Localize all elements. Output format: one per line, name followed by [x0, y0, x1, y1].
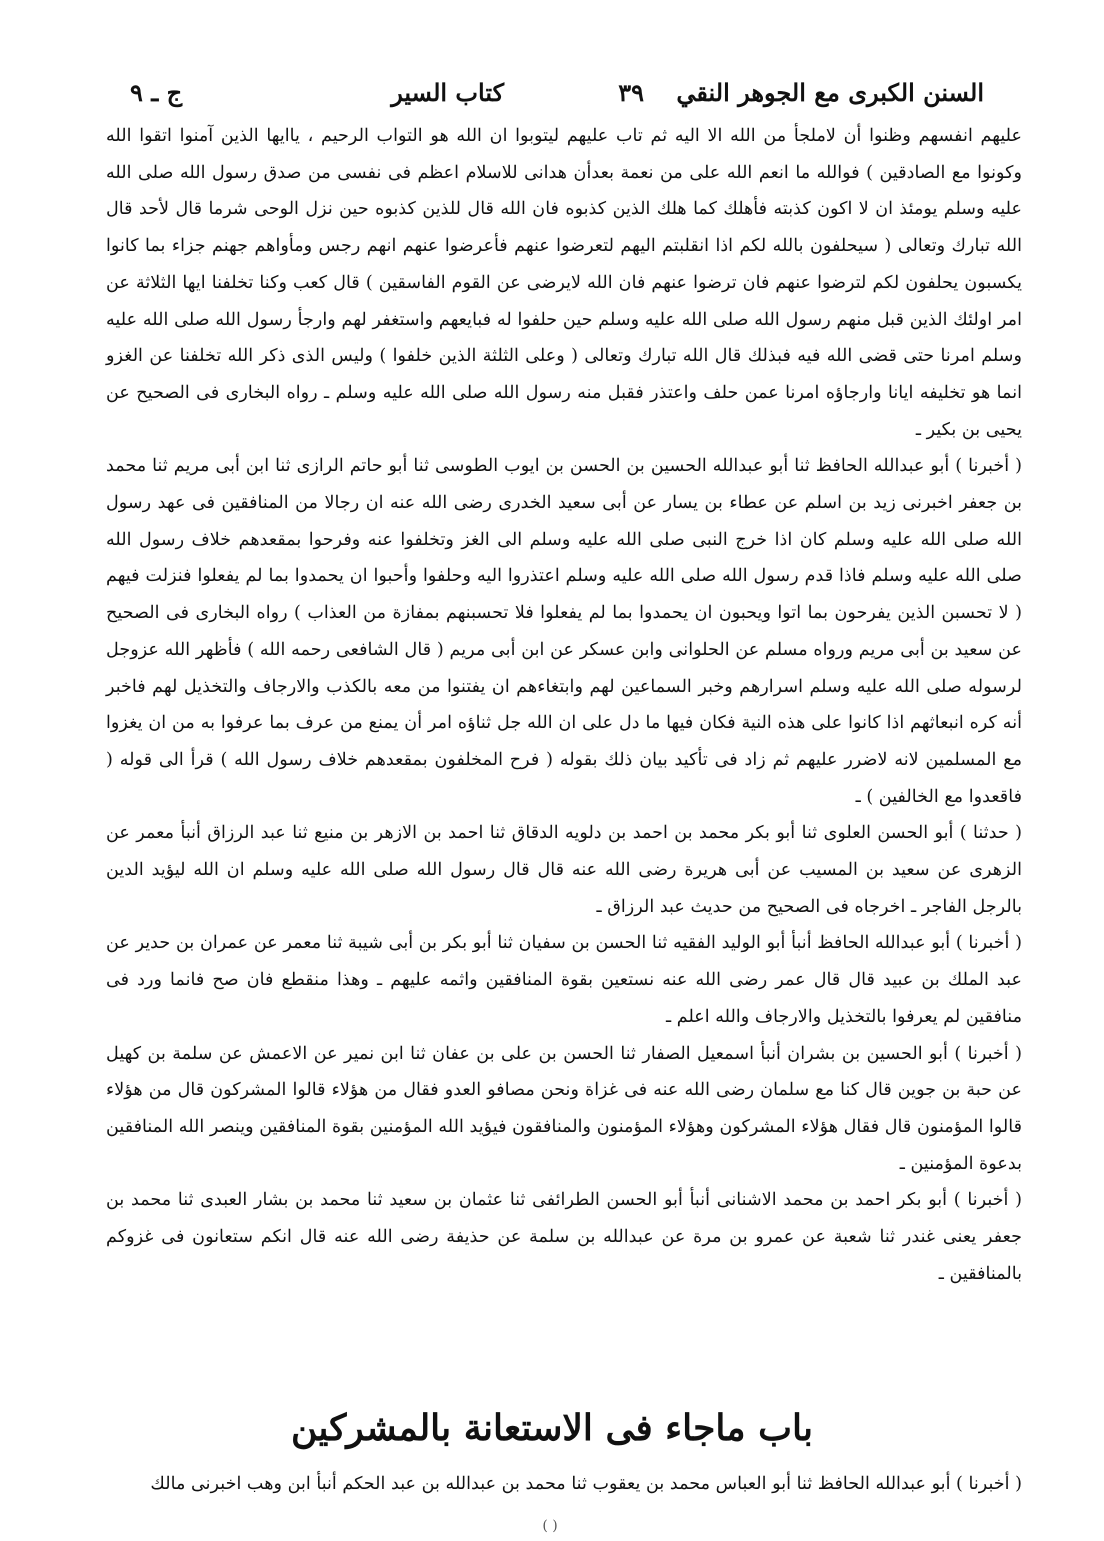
- paragraph: عليهم انفسهم وظنوا أن لاملجأ من الله الا اليه ثم تاب عليهم ليتوبوا ان الله هو التواب الرحيم ، ياايها الذين آمنوا اتقوا الله وكونوا مع الصادقين ) فوالله ما انعم الله على من نعمة بعدأن هدانى للاسلام اعظم فى نفسى من صدق رسول الله صلى الله عليه وسلم يومئذ ان لا اكون كذبته فأهلك كما هلك الذين كذبوه فان الله قال للذين كذبوه حين نزل الوحى شرما قال لأحد قال الله تبارك وتعالى ( سيحلفون بالله لكم اذا انقلبتم اليهم لتعرضوا عنهم فأعرضوا عنهم انهم رجس ومأواهم جهنم جزاء بما كانوا يكسبون يحلفون لكم لترضوا عنهم فان ترضوا عنهم فان الله لايرضى عن القوم الفاسقين ) قال كعب وكنا تخلفنا ايها الثلاثة عن امر اولئك الذين قبل منهم رسول الله صلى الله عليه وسلم حين حلفوا له فبايعهم واستغفر لهم وارجأ رسول الله صلى الله عليه وسلم امرنا حتى قضى الله فيه فبذلك قال الله تبارك وتعالى ( وعلى الثلثة الذين خلفوا ) وليس الذى ذكر الله تخلفنا عن الغزو انما هو تخليفه ايانا وارجاؤه امرنا عمن حلف واعتذر فقبل منه رسول الله صلى الله عليه وسلم ـ رواه البخارى فى الصحيح عن يحيى بن بكير ـ: [106, 126, 1022, 440]
- page-number: ٣٩: [618, 78, 644, 107]
- running-header: [130, 78, 984, 122]
- footer-mark: ( ): [542, 1518, 558, 1534]
- main-text: [106, 118, 1022, 1293]
- paragraph: ( أخبرنا ) أبو بكر احمد بن محمد الاشنانى أنبأ أبو الحسن الطرائفى ثنا عثمان بن سعيد ثنا محمد بن بشار العبدى ثنا محمد بن جعفر يعنى غندر ثنا شعبة عن عمرو بن مرة عن عبدالله بن سلمة عن حذيفة رضى الله عنه قال انكم ستعانون فى غزوكم بالمنافقين ـ: [106, 1190, 1022, 1284]
- chapter-heading: باب ماجاء فى الاستعانة بالمشركين: [291, 1407, 813, 1449]
- book-title: السنن الكبرى مع الجوهر النقي: [676, 78, 984, 107]
- paragraph: ( حدثنا ) أبو الحسن العلوى ثنا أبو بكر محمد بن احمد بن دلويه الدقاق ثنا احمد بن الازهر بن منيع ثنا عبد الرزاق أنبأ معمر عن الزهرى عن سعيد بن المسيب عن أبى هريرة رضى الله عنه قال قال رسول الله صلى الله عليه وسلم ان الله ليؤيد الدين بالرجل الفاجر ـ اخرجاه فى الصحيح من حديث عبد الرزاق ـ: [106, 823, 1022, 917]
- paragraph: ( أخبرنا ) أبو الحسين بن بشران أنبأ اسمعيل الصفار ثنا الحسن بن على بن عفان ثنا ابن نمير عن الاعمش عن سلمة بن كهيل عن حبة بن جوين قال كنا مع سلمان رضى الله عنه فى غزاة ونحن مصافو العدو فقال من هؤلاء قالوا المشركون قال من هؤلاء قالوا المؤمنون قال فقال هؤلاء المشركون وهؤلاء المؤمنون والمنافقون فيؤيد الله المؤمنين بقوة المنافقين وينصر الله المنافقين بدعوة المؤمنين ـ: [106, 1043, 1022, 1174]
- paragraph: ( أخبرنا ) أبو عبدالله الحافظ أنبأ أبو الوليد الفقيه ثنا الحسن بن سفيان ثنا أبو بكر بن أبى شيبة ثنا معمر عن عمران بن حدير عن عبد الملك بن عبيد قال قال عمر رضى الله عنه نستعين بقوة المنافقين واثمه عليهم ـ وهذا منقطع فان صح فانما ورد فى منافقين لم يعرفوا بالتخذيل والارجاف والله اعلم ـ: [106, 933, 1022, 1027]
- volume-label: ج ـ ٩: [130, 78, 183, 107]
- paragraph: ( أخبرنا ) أبو عبدالله الحافظ ثنا أبو عبدالله الحسين بن الحسن بن ايوب الطوسى ثنا أبو حاتم الرازى ثنا ابن أبى مريم ثنا محمد بن جعفر اخبرنى زيد بن اسلم عن عطاء بن يسار عن أبى سعيد الخدرى رضى الله عنه ان رجالا من المنافقين فى عهد رسول الله صلى الله عليه وسلم كان اذا خرج النبى صلى الله عليه وسلم الى الغز وتخلفوا عنه وفرحوا بمقعدهم خلاف رسول الله صلى الله عليه وسلم فاذا قدم رسول الله صلى الله عليه وسلم اعتذروا اليه وحلفوا وأحبوا ان يحمدوا بما لم يفعلوا فنزلت فيهم ( لا تحسبن الذين يفرحون بما اتوا ويحبون ان يحمدوا بما لم يفعلوا فلا تحسبنهم بمفازة من العذاب ) رواه البخارى فى الصحيح عن سعيد بن أبى مريم ورواه مسلم عن الحلوانى وابن عسكر عن ابن أبى مريم ( قال الشافعى رحمه الله ) فأظهر الله عزوجل لرسوله صلى الله عليه وسلم اسرارهم وخبر السماعين لهم وابتغاءهم ان يفتنوا من معه بالكذب والارجاف والتخذيل لهم فاخبر أنه كره انبعاثهم اذا كانوا على هذه النية فكان فيها ما دل على ان الله جل ثناؤه امر أن يمنع من عرف بما عرفوا به من ان يغزوا مع المسلمين لانه لاضرر عليهم ثم زاد فى تأكيد بيان ذلك بقوله ( فرح المخلفون بمقعدهم خلاف رسول الله ) قرأ الى قوله ( فاقعدوا مع الخالفين ) ـ: [106, 456, 1022, 807]
- section-title: كتاب السير: [391, 78, 504, 107]
- paragraph: ( أخبرنا ) أبو عبدالله الحافظ ثنا أبو العباس محمد بن يعقوب ثنا محمد بن عبدالله بن عبد الحكم أنبأ ابن وهب اخبرنى مالك: [150, 1474, 1022, 1494]
